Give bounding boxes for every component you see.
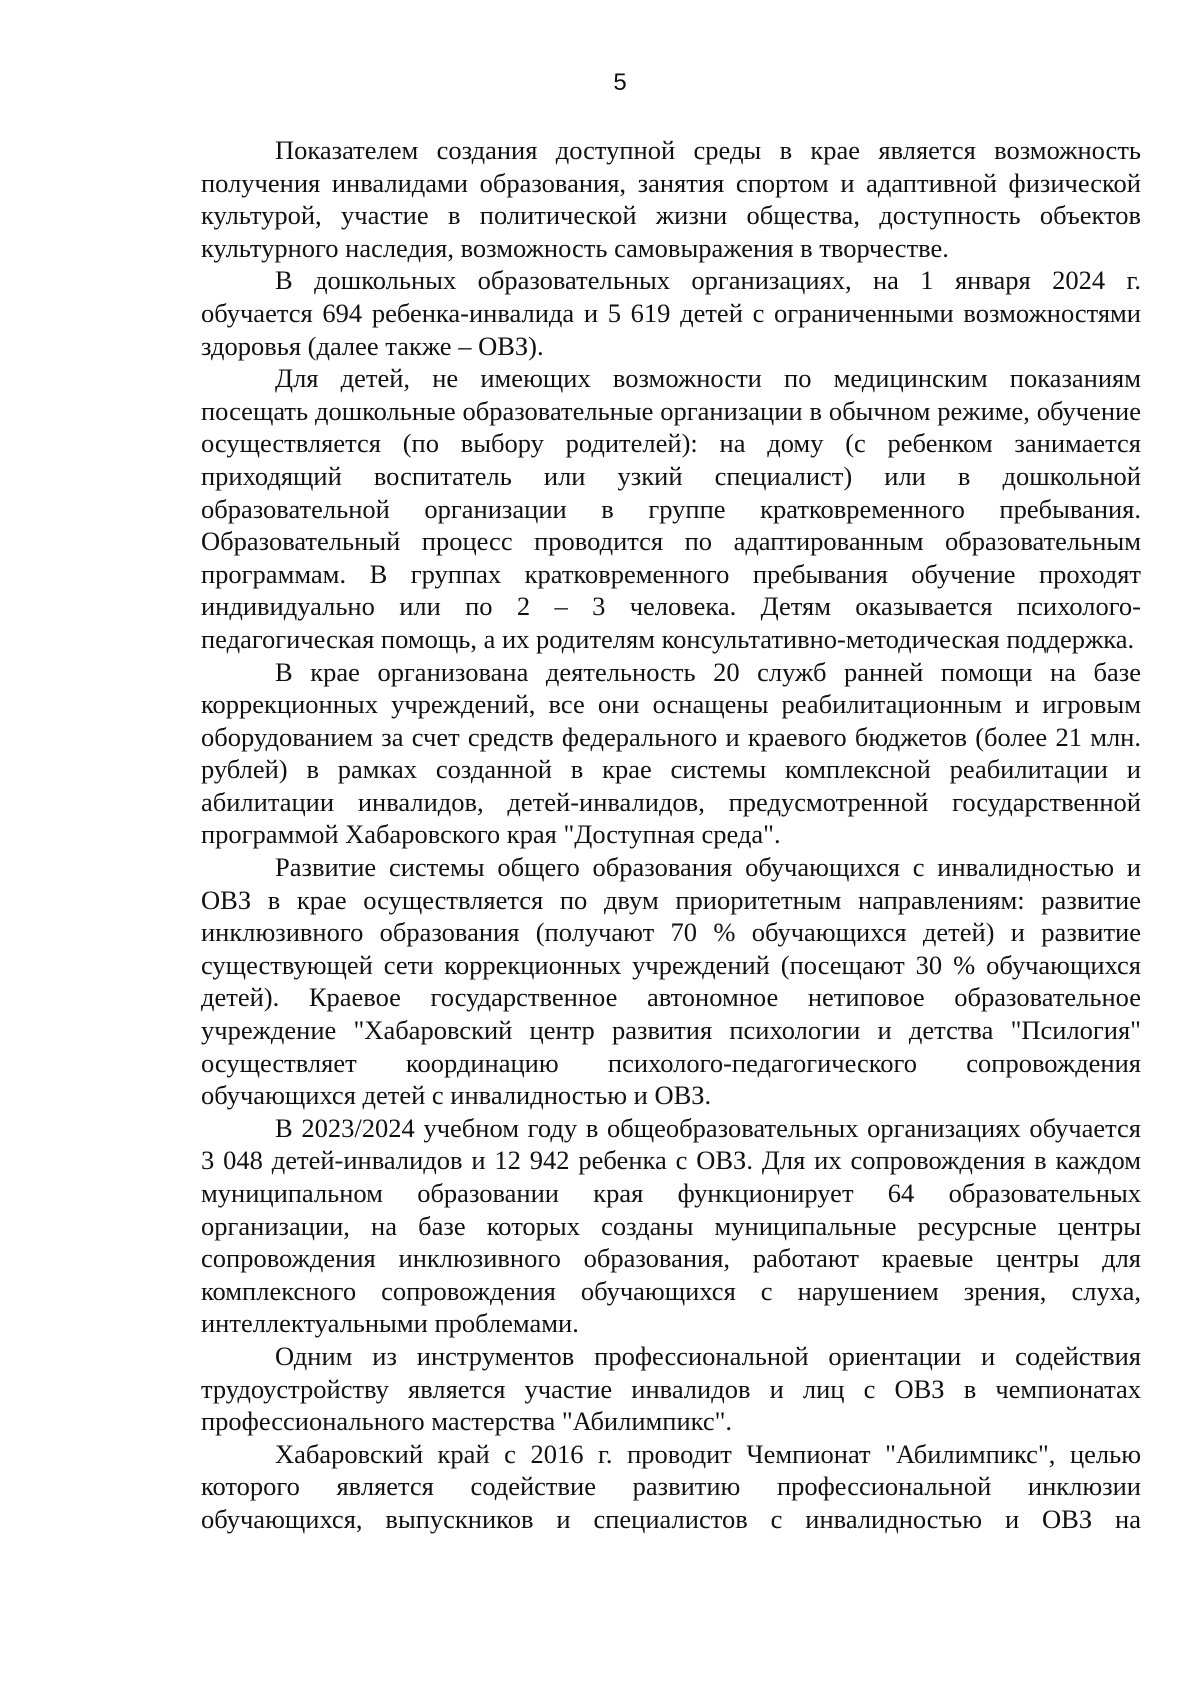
document-body (201, 134, 1141, 1536)
paragraph-general-education: Развитие системы общего образования обучающихся с инвалидностью и ОВЗ в крае осуществляется по двум приоритетным направлениям: развитие инклюзивного образования (получают 70 % обучающихся детей) и развитие существующей сети коррекционных учреждений (посещают 30 % обучающихся детей). Краевое государственное автономное нетиповое образовательное учреждение "Хабаровский центр развития психологии и детства "Псилогия" осуществляет координацию психолого-педагогического сопровождения обучающихся детей с инвалидностью и ОВЗ. (201, 852, 1141, 1111)
page-number: 5 (613, 69, 627, 96)
paragraph-preschool-enrollment: В дошкольных образовательных организациях, на 1 января 2024 г. обучается 694 ребенка-инвалида и 5 619 детей с ограниченными возможностями здоровья (далее также – ОВЗ). (201, 265, 1141, 361)
paragraph-home-education: Для детей, не имеющих возможности по медицинским показаниям посещать дошкольные образовательные организации в обычном режиме, обучение осуществляется (по выбору родителей): на дому (с ребенком занимается приходящий воспитатель или узкий специалист) или в дошкольной образовательной организации в группе кратковременного пребывания. Образовательный процесс проводится по адаптированным образовательным программам. В группах кратковременного пребывания обучение проходят индивидуально или по 2 – 3 человека. Детям оказывается психолого-педагогическая помощь, а их родителям консультативно-методическая поддержка. (201, 363, 1141, 654)
paragraph-school-year-enrollment: В 2023/2024 учебном году в общеобразовательных организациях обучается 3 048 детей-инвалидов и 12 942 ребенка с ОВЗ. Для их сопровождения в каждом муниципальном образовании края функционирует 64 образовательных организации, на базе которых созданы муниципальные ресурсные центры сопровождения инклюзивного образования, работают краевые центры для комплексного сопровождения обучающихся с нарушением зрения, слуха, интеллектуальными проблемами. (201, 1112, 1141, 1339)
paragraph-accessible-environment: Показателем создания доступной среды в крае является возможность получения инвалидами образования, занятия спортом и адаптивной физической культурой, участие в политической жизни общества, доступность объектов культурного наследия, возможность самовыражения в творчестве. (201, 135, 1141, 263)
paragraph-career-guidance: Одним из инструментов профессиональной ориентации и содействия трудоустройству является участие инвалидов и лиц с ОВЗ в чемпионатах профессионального мастерства "Абилимпикс". (201, 1340, 1141, 1437)
paragraph-abilympics-championship: Хабаровский край с 2016 г. проводит Чемпионат "Абилимпикс", целью которого является содействие развитию профессиональной инклюзии обучающихся, выпускников и специалистов с инвалидностью и ОВЗ на (201, 1438, 1141, 1534)
paragraph-early-help-services: В крае организована деятельность 20 служб ранней помощи на базе коррекционных учреждений, все они оснащены реабилитационным и игровым оборудованием за счет средств федерального и краевого бюджетов (более 21 млн. рублей) в рамках созданной в крае системы комплексной реабилитации и абилитации инвалидов, детей-инвалидов, предусмотренной государственной программой Хабаровского края "Доступная среда". (201, 656, 1141, 850)
